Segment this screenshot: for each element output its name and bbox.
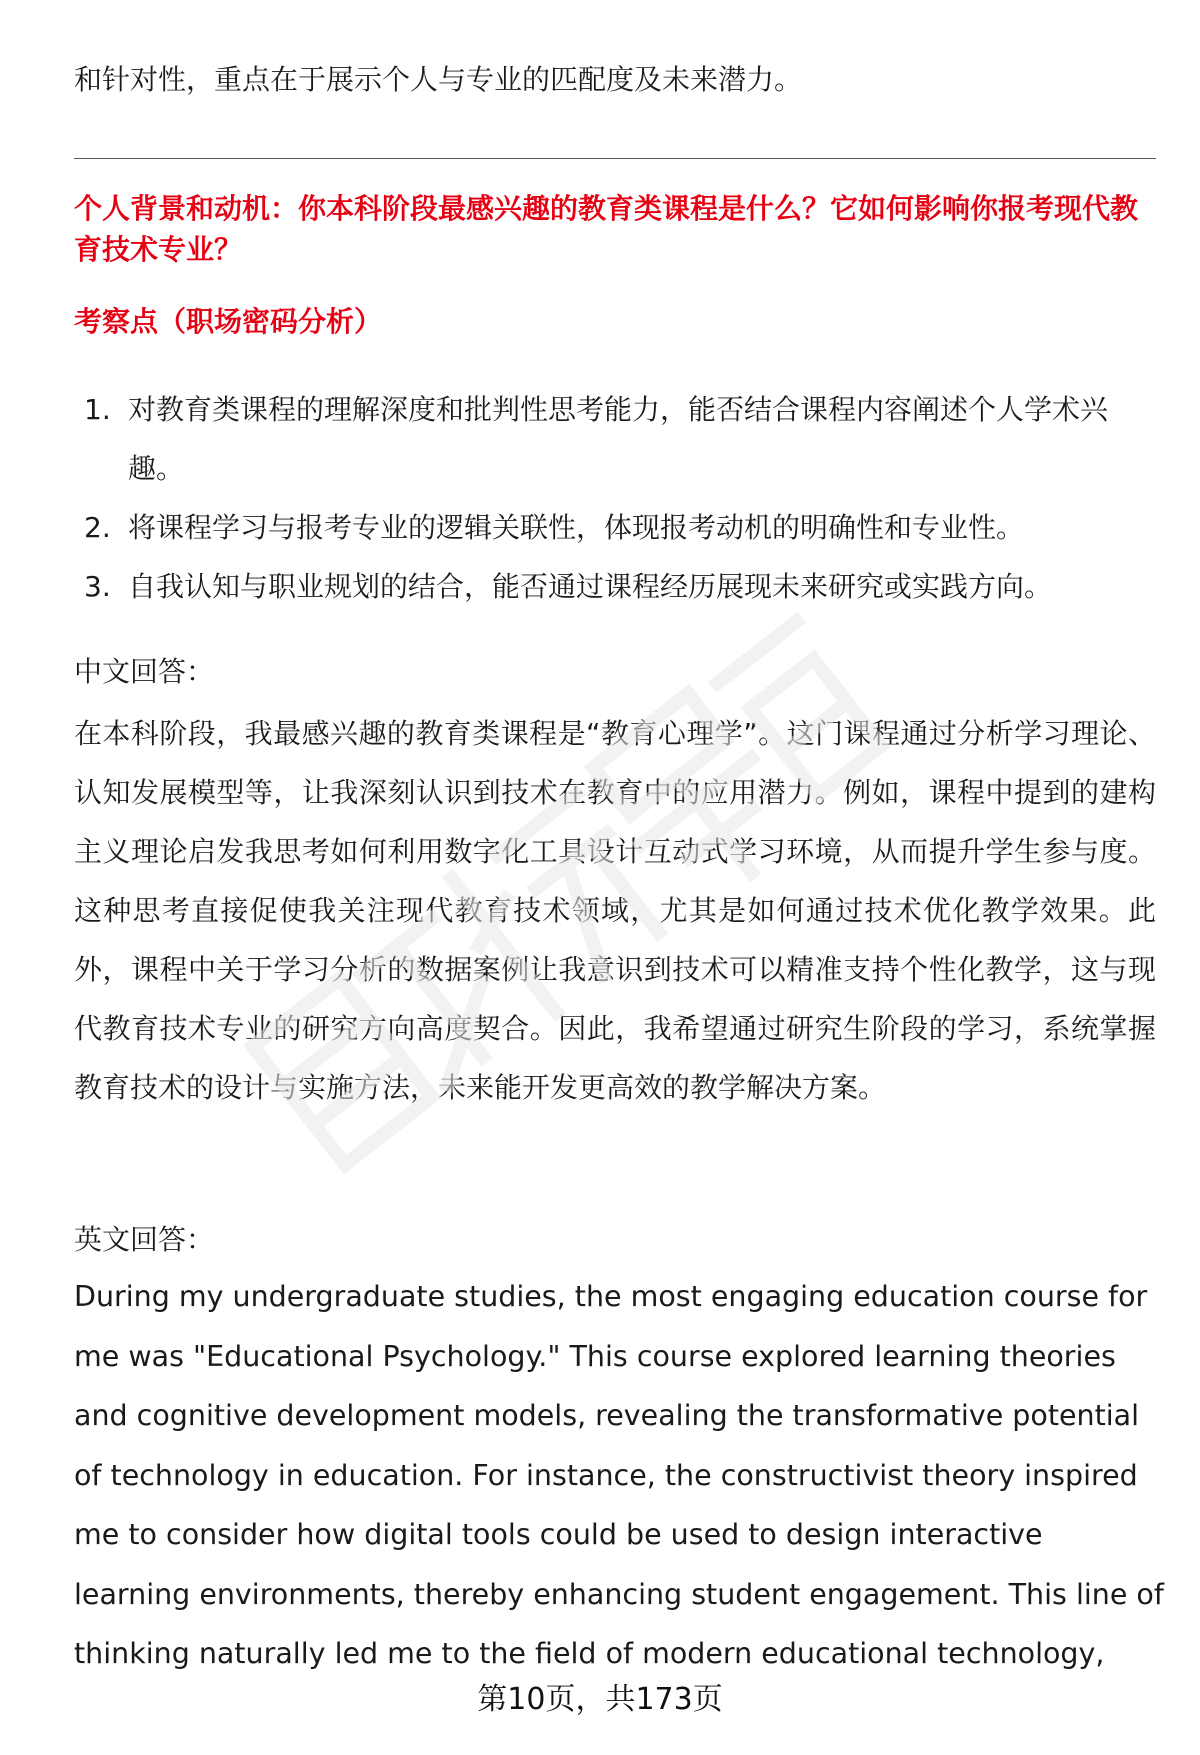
english-answer-line: During my undergraduate studies, the most engaging education course for [74, 1280, 1148, 1313]
english-answer-line: me to consider how digital tools could be used to design interactive [74, 1518, 1043, 1551]
exam-point-number: 3. [84, 570, 111, 603]
english-answer-line: of technology in education. For instance, the constructivist theory inspired [74, 1458, 1138, 1492]
chinese-answer-text: 在本科阶段，我最感兴趣的教育类课程是“教育心理学”。这门课程通过分析学习理论、认知发展模型等，让我深刻认识到技术在教育中的应用潜力。例如，课程中提到的建构主义理论启发我思考如何利用数字化工具设计互动式学习环境，从而提升学生参与度。这种思考直接促使我关注现代教育技术领域，尤其是如何通过技术优化教学效果。此外，课程中关于学习分析的数据案例让我意识到技术可以精准支持个性化教学，这与现代教育技术专业的研究方向高度契合。因此，我希望通过研究生阶段的学习，系统掌握教育技术的设计与实施方法，未来能开发更高效的教学解决方案。 [74, 717, 1156, 1104]
exam-point-text: 对教育类课程的理解深度和批判性思考能力，能否结合课程内容阐述个人学术兴趣。 [128, 393, 1109, 485]
exam-point-text: 将课程学习与报考专业的逻辑关联性，体现报考动机的明确性和专业性。 [128, 511, 1025, 544]
exam-point-item [74, 498, 1156, 557]
english-answer-text [74, 1267, 1164, 1684]
previous-answer-tail: 和针对性，重点在于展示个人与专业的匹配度及未来潜力。 [74, 63, 803, 96]
exam-point-item [74, 557, 1156, 616]
exam-point-item [74, 380, 1156, 498]
exam-point-text: 自我认知与职业规划的结合，能否通过课程经历展现未来研究或实践方向。 [128, 570, 1053, 603]
english-answer-line: me was "Educational Psychology." This course explored learning theories [74, 1339, 1116, 1373]
english-answer-line: learning environments, thereby enhancing student engagement. This line of [74, 1577, 1164, 1611]
exam-point-number: 2. [84, 511, 111, 544]
exam-points-heading: 考察点（职场密码分析） [74, 305, 383, 338]
english-answer-line: and cognitive development models, revealing the transformative potential [74, 1399, 1140, 1432]
exam-points-list [74, 380, 1156, 616]
section-divider [74, 158, 1156, 159]
chinese-answer-label: 中文回答： [74, 655, 215, 688]
english-answer-label: 英文回答： [74, 1223, 215, 1256]
document-page [74, 0, 1164, 1755]
exam-point-number: 1. [84, 393, 111, 426]
interview-question: 个人背景和动机：你本科阶段最感兴趣的教育类课程是什么？它如何影响你报考现代教育技术专业？ [74, 192, 1139, 266]
page-number: 第10页，共173页 [477, 1682, 723, 1717]
english-answer-line: thinking naturally led me to the field of modern educational technology, [74, 1637, 1105, 1670]
